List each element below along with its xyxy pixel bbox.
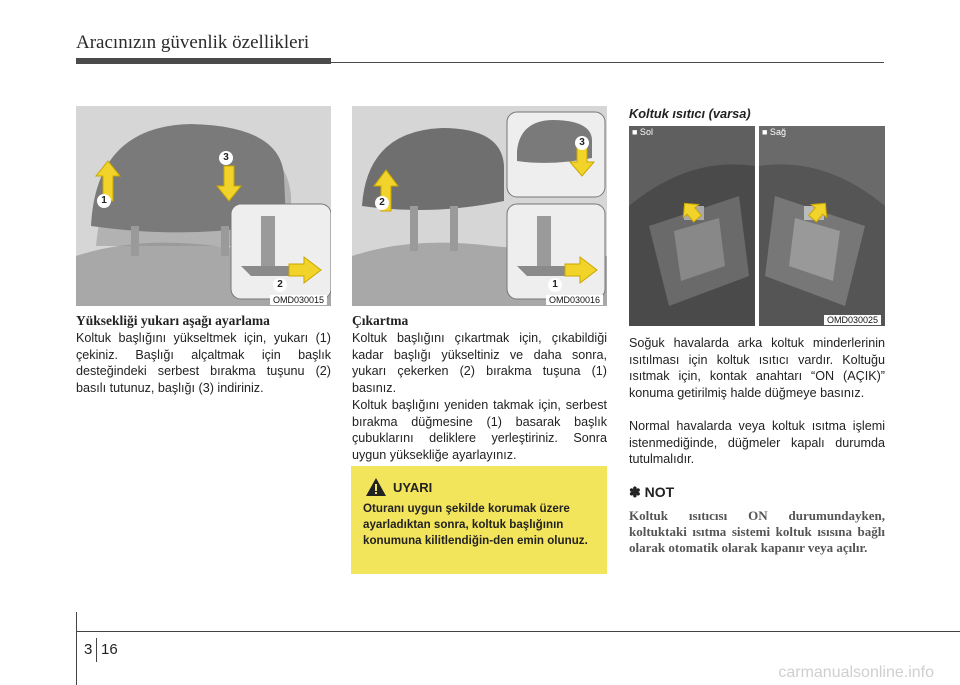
page-number-separator [96,638,97,662]
watermark: carmanualsonline.info [778,664,934,681]
chapter-number: 3 [84,641,93,658]
headrest-removal-figure [352,106,607,306]
height-adjust-heading: Yüksekliği yukarı aşağı ayarlama [76,313,270,328]
headrest-height-illustration [76,106,331,306]
footer-horizontal-rule [76,631,960,632]
removal-heading: Çıkartma [352,313,409,328]
reinstall-text: Koltuk başlığını yeniden takmak için, serbest bırakma düğmesine (1) basarak başlık çubuklarını deliklere yerleştiriniz. Sonra uygun yüksekliğe ayarlayınız. [352,398,607,462]
footer-vertical-rule [76,612,77,685]
removal-text: Koltuk başlığını çıkartmak için, çıkabildiği kadar başlığı yükseltiniz ve daha sonra, yukarı çekerken (2) bırakma tuşuna (1) basınız. [352,331,607,395]
seat-heater-text: Soğuk havalarda arka koltuk minderlerinin ısıtılması için koltuk ısıtıcı vardır. Koltuğu ısıtmak için, kontak anahtarı “ON (AÇIK)” konuma getirilmiş halde düğmeye basınız. [629,336,885,400]
figure-code: OMD030016 [546,295,603,305]
right-side-label: ■ Sağ [762,127,786,137]
seat-heater-illustration [629,126,885,326]
page-number: 16 [101,641,118,658]
seat-heater-heading: Koltuk ısıtıcı (varsa) [629,106,751,121]
callout-3: 3 [575,136,589,150]
figure-code: OMD030025 [824,315,881,325]
header-bar [76,58,331,64]
note-text: Koltuk ısıtıcısı ON durumundayken, koltuktaki ısıtma sistemi koltuk ısısına bağlı olarak otomatik olarak kapanır veya açılır. [629,508,885,555]
seat-heater-figure [629,126,885,326]
left-side-label: ■ Sol [632,127,653,137]
figure-code: OMD030015 [270,295,327,305]
warning-title: UYARI [393,480,433,495]
callout-1: 1 [97,194,111,208]
headrest-removal-illustration [352,106,607,306]
warning-triangle-icon [365,477,387,497]
callout-2: 2 [375,196,389,210]
callout-3: 3 [219,151,233,165]
header-rule [331,62,884,63]
headrest-height-figure [76,106,331,306]
callout-2: 2 [273,278,287,292]
section-title: Aracınızın güvenlik özellikleri [76,32,310,53]
callout-1: 1 [548,278,562,292]
warning-box [351,466,607,574]
note-title: ✽ NOT [629,484,675,500]
height-adjust-text: Koltuk başlığını yükseltmek için, yukarı (1) çekiniz. Başlığı alçaltmak için başlık desteğindeki serbest bırakma tuşunu (2) basılı tutunuz, başlığı (3) indiriniz. [76,331,331,395]
warning-text: Oturanı uygun şekilde korumak üzere ayarladıktan sonra, koltuk başlığının konumuna kilitlendiğin-den emin olunuz. [363,502,588,547]
seat-heater-off-text: Normal havalarda veya koltuk ısıtma işlemi istenmediğinde, düğmeler kapalı durumda tutulmalıdır. [629,419,885,467]
